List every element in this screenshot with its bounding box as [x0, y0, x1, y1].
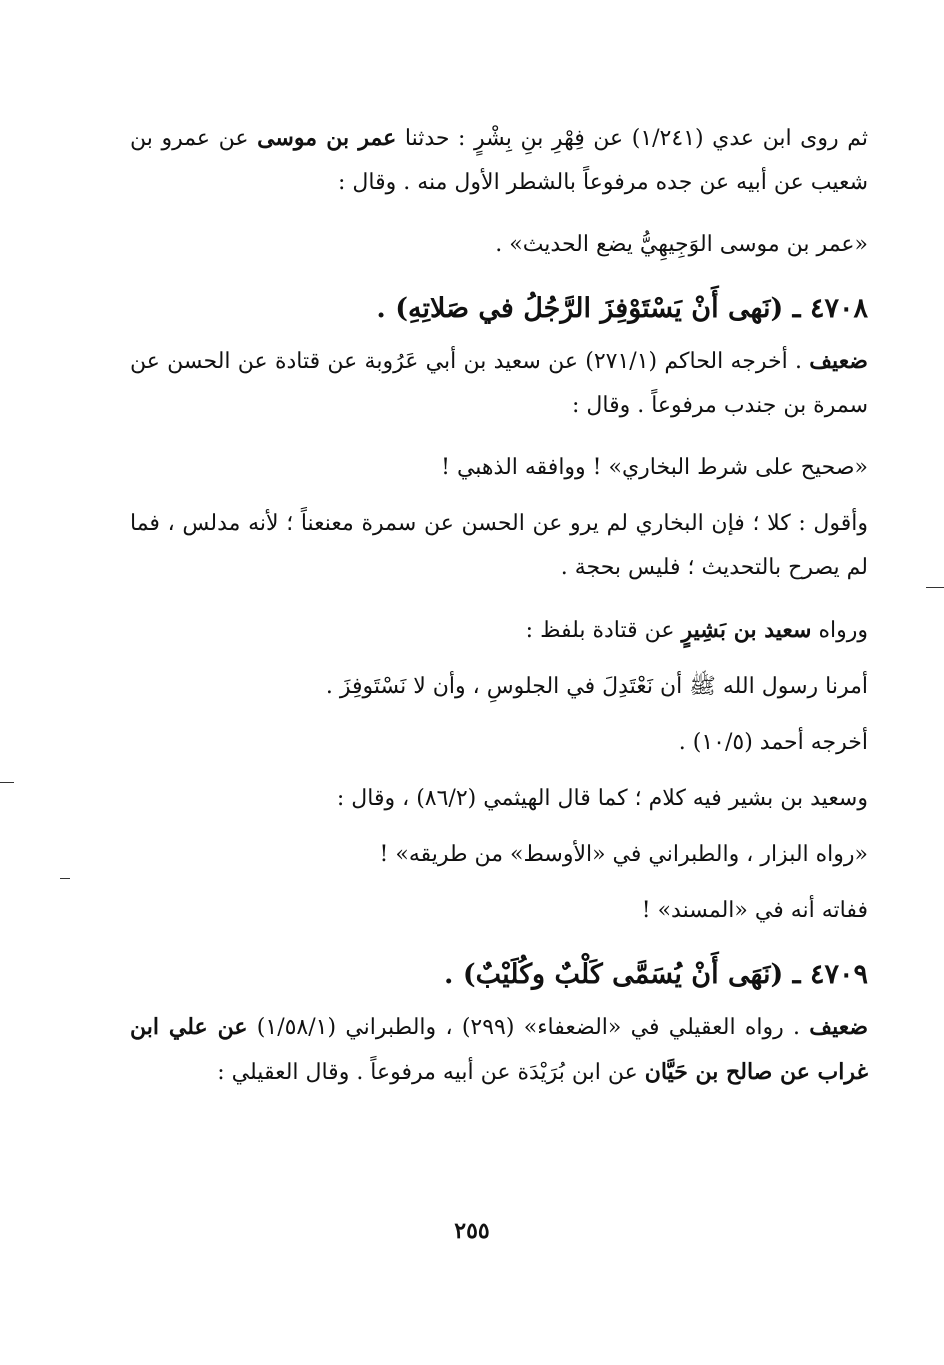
text-run: عن قتادة بلفظ : — [525, 618, 682, 643]
grade-label: ضعيف — [809, 1014, 869, 1040]
paragraph-musnad: ففاته أنه في «المسند» ! — [641, 898, 868, 923]
page-number: ٢٥٥ — [454, 1218, 490, 1244]
grade-label: ضعيف — [809, 348, 868, 374]
paragraph-ibn-adi — [130, 116, 868, 205]
text-run: . رواه العقيلي في «الضعفاء» (٢٩٩) ، والطبراني (١/٥٨/١) — [247, 1015, 810, 1040]
quote-sahih: «صحيح على شرط البخاري» ! ووافقه الذهبي ! — [441, 455, 868, 480]
text-run: ثم روى ابن عدي (١/٢٤١) عن فِهْرِ بنِ بِشْرٍ : حدثنا — [396, 126, 868, 151]
text-run: ورواه — [811, 618, 868, 643]
paragraph-hakim — [130, 339, 868, 428]
hadith-wording: أمرنا رسول الله ﷺ أن نَعْتَدِلَ في الجلوسِ ، وأن لا نَسْتَوفِزَ . — [325, 674, 868, 699]
paragraph-uqayli — [130, 1005, 868, 1095]
hadith-heading-4708: ٤٧٠٨ ـ (نَهى أَنْ يَسْتَوْفِزَ الرَّجُلُ في صَلاتِهِ) . — [376, 293, 868, 324]
margin-tick-right — [926, 587, 944, 588]
page-body — [130, 116, 868, 1095]
text-run: عن ابن بُرَيْدَة عن أبيه مرفوعاً . وقال العقيلي : — [217, 1060, 645, 1085]
quote-al-wajihi: «عمر بن موسى الوَجِيهِيُّ يضع الحديث» . — [495, 232, 868, 257]
narrator-name: سعيد بن بَشِيرٍ — [681, 617, 812, 643]
paragraph-ahmad: أخرجه أحمد (١٠/٥) . — [678, 730, 868, 755]
margin-tick-left-2 — [60, 878, 70, 879]
paragraph-haythami: وسعيد بن بشير فيه كلام ؛ كما قال الهيثمي (٨٦/٢) ، وقال : — [336, 786, 868, 811]
margin-tick-left — [0, 782, 14, 783]
narrator-name: عمر بن موسى — [257, 125, 397, 151]
narrator-chain: عن علي ابن غراب عن صالح بن حَيَّان — [130, 1014, 868, 1085]
paragraph-said-bashir — [130, 608, 868, 653]
text-run: . أخرجه الحاكم (٢٧١/١) عن سعيد بن أبي عَرُوبة عن قتادة عن الحسن عن سمرة بن جندب مرفوعاً . وقال : — [130, 349, 868, 418]
paragraph-critique: وأقول : كلا ؛ فإن البخاري لم يرو عن الحسن عن سمرة معنعناً ؛ لأنه مدلس ، فما لم يصرح بالتحديث ؛ فليس بحجة . — [130, 511, 868, 580]
hadith-heading-4709: ٤٧٠٩ ـ (نَهَى أَنْ يُسَمَّى كَلْبٌ وكُلَيْبٌ) . — [444, 959, 868, 990]
text-run: عن عمرو بن شعيب عن أبيه عن جده مرفوعاً بالشطر الأول منه . وقال : — [130, 126, 868, 195]
quote-bazzar: «رواه البزار ، والطبراني في «الأوسط» من طريقه» ! — [379, 842, 868, 867]
